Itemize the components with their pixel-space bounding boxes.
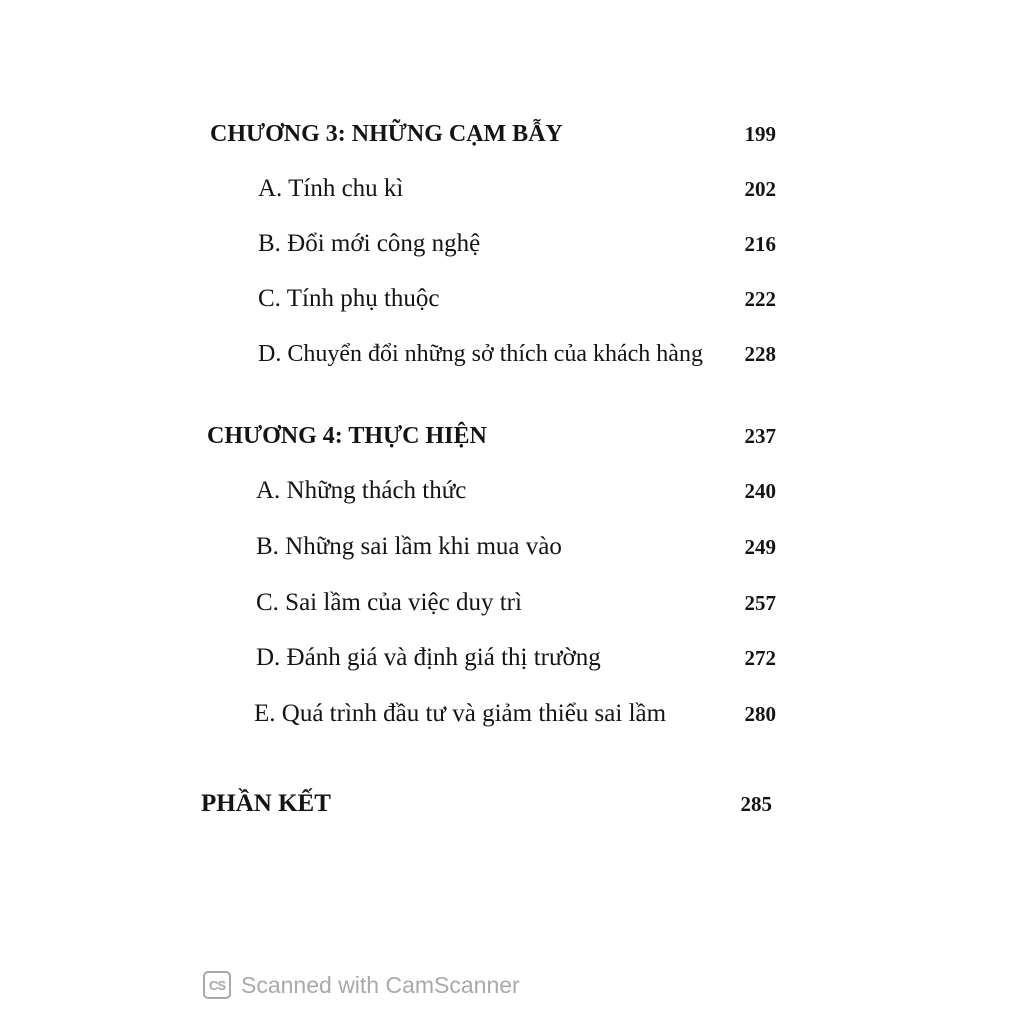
toc-chapter-3-row [210,116,776,152]
toc-chapter-title: CHƯƠNG 4: THỰC HIỆN [207,423,487,449]
toc-conclusion-title: PHẦN KẾT [201,790,331,817]
toc-chapter-4-row [207,418,776,454]
toc-page-number: 222 [744,287,776,311]
toc-section-title: D. Đánh giá và định giá thị trường [256,644,601,671]
toc-chapter-title: CHƯƠNG 3: NHỮNG CẠM BẪY [210,121,563,147]
toc-page-number: 285 [740,792,772,816]
toc-section-row [258,336,776,372]
toc-section-title: C. Sai lầm của việc duy trì [256,589,522,616]
toc-page-number: 199 [744,122,776,146]
toc-section-title: C. Tính phụ thuộc [258,285,440,312]
toc-section-title: B. Những sai lầm khi mua vào [256,533,562,560]
watermark-text: Scanned with CamScanner [241,971,520,998]
toc-page-number: 257 [744,591,776,615]
toc-section-row [258,226,776,262]
toc-section-title: D. Chuyển đổi những sở thích của khách hàng [258,341,703,367]
toc-page-number: 272 [744,646,776,670]
toc-page-number: 202 [744,177,776,201]
toc-section-title: E. Quá trình đầu tư và giảm thiểu sai lầm [254,700,667,727]
scanner-watermark [203,968,520,1002]
toc-section-row [254,696,776,732]
toc-page-number: 240 [744,479,776,503]
toc-section-title: A. Tính chu kì [258,175,404,202]
toc-section-row [258,281,776,317]
toc-page-number: 216 [744,232,776,256]
toc-section-title: B. Đổi mới công nghệ [258,230,481,257]
toc-section-row [256,473,776,509]
toc-section-row [256,529,776,565]
toc-page-number: 249 [744,535,776,559]
toc-page-number: 228 [744,342,776,366]
toc-section-title: A. Những thách thức [256,477,467,504]
camscanner-logo-icon: CS [203,971,231,999]
toc-page-number: 237 [744,424,776,448]
toc-page-number: 280 [744,702,776,726]
toc-conclusion-row [201,786,772,822]
toc-section-row [258,171,776,207]
toc-section-row [256,585,776,621]
toc-section-row [256,640,776,676]
